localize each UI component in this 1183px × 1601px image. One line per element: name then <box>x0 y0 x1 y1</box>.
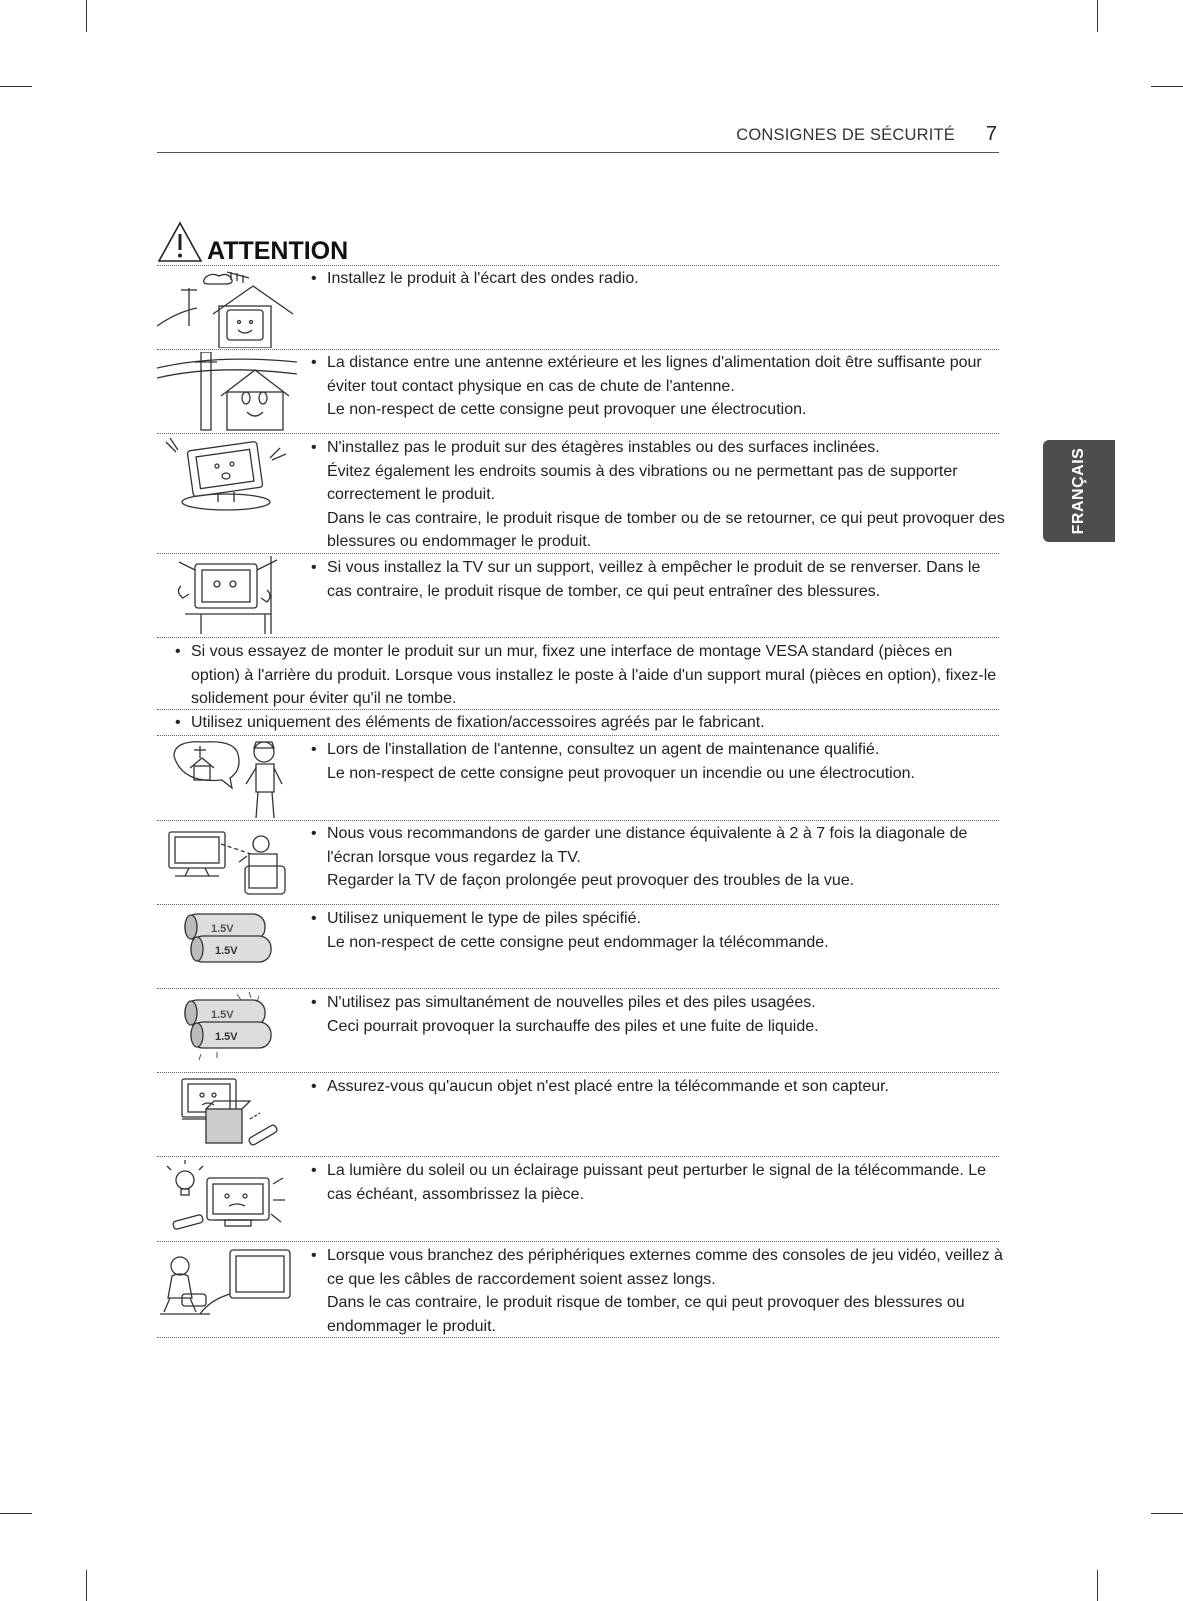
item-text: N'utilisez pas simultanément de nouvelles piles et des piles usagées. <box>327 994 816 1011</box>
bullet: • <box>311 1162 317 1179</box>
bullet: • <box>311 741 317 758</box>
crop-mark <box>86 0 87 32</box>
item-text: Installez le produit à l'écart des ondes radio. <box>327 270 639 287</box>
row-divider <box>157 820 999 821</box>
row-divider <box>157 735 999 736</box>
item-text: Ceci pourrait provoquer la surchauffe des piles et une fuite de liquide. <box>327 1017 819 1035</box>
bullet: • <box>175 714 181 731</box>
battery-label: 1.5V <box>211 1009 234 1021</box>
item-text: Nous vous recommandons de garder une distance équivalente à 2 à 7 fois la diagonale de l'écran lorsque vous regardez la TV. <box>327 825 968 866</box>
bullet: • <box>311 270 317 287</box>
row-divider <box>157 265 999 266</box>
bullet: • <box>175 643 181 660</box>
item-text: N'installez pas le produit sur des étagères instables ou des surfaces inclinées. <box>327 439 880 456</box>
crop-mark <box>1151 1513 1183 1514</box>
technician-illustration <box>170 738 290 820</box>
crop-mark <box>1151 86 1183 87</box>
mixed-batteries-illustration <box>177 992 277 1062</box>
tv-stand-illustration <box>175 556 285 636</box>
safety-item <box>175 640 1001 711</box>
bullet: • <box>311 910 317 927</box>
battery-label: 1.5V <box>215 1031 238 1043</box>
row-divider <box>157 1156 999 1157</box>
item-text: Lors de l'installation de l'antenne, consultez un agent de maintenance qualifié. <box>327 741 880 758</box>
section-title: ATTENTION <box>207 237 349 265</box>
item-text: Si vous essayez de monter le produit sur un mur, fixez une interface de montage VESA standard (pièces en option) à l'arrière du produit. Lorsque vous installez le poste à l'aide d'un support mural (pièces en option), fixez-le solidement pour éviter qu'il ne tombe. <box>191 643 997 707</box>
bullet: • <box>311 354 317 371</box>
safety-item <box>175 711 1001 735</box>
tv-antenna-house-illustration <box>157 268 297 348</box>
bullet: • <box>311 559 317 576</box>
item-text: Le non-respect de cette consigne peut endommager la télécommande. <box>327 933 829 951</box>
bullet: • <box>311 1247 317 1264</box>
item-text: Lorsque vous branchez des périphériques externes comme des consoles de jeu vidéo, veillez à ce que les câbles de raccordement soient assez longs. <box>327 1247 1003 1288</box>
safety-item <box>311 436 1007 554</box>
row-divider <box>157 1072 999 1073</box>
row-divider <box>157 904 999 905</box>
item-text: Regarder la TV de façon prolongée peut provoquer des troubles de la vue. <box>327 872 855 889</box>
remote-blocked-illustration <box>178 1075 288 1155</box>
batteries-illustration <box>177 910 277 972</box>
safety-item <box>311 907 1007 954</box>
crop-mark <box>86 1570 87 1601</box>
crop-mark <box>0 86 32 87</box>
safety-item <box>311 822 1007 893</box>
bullet: • <box>311 1078 317 1095</box>
item-text: Utilisez uniquement des éléments de fixation/accessoires agréés par le fabricant. <box>191 714 765 731</box>
item-text: Dans le cas contraire, le produit risque de tomber, ce qui peut provoquer des blessures ou endommager le produit. <box>327 1294 965 1335</box>
battery-label: 1.5V <box>215 945 238 957</box>
game-console-cable-illustration <box>160 1244 300 1324</box>
bullet: • <box>311 994 317 1011</box>
bullet: • <box>311 825 317 842</box>
item-text: Utilisez uniquement le type de piles spécifié. <box>327 910 641 927</box>
section-heading <box>157 218 348 264</box>
row-divider <box>157 1241 999 1242</box>
safety-item <box>311 991 1007 1038</box>
row-divider <box>157 637 999 638</box>
page-number: 7 <box>985 123 997 145</box>
item-text: Le non-respect de cette consigne peut provoquer un incendie ou une électrocution. <box>327 764 915 782</box>
viewing-distance-illustration <box>165 822 295 902</box>
safety-item <box>311 351 1007 422</box>
item-text: Si vous installez la TV sur un support, veillez à empêcher le produit de se renverser. Dans le cas contraire, le produit risque de tomber, ce qui peut entraîner des blessures. <box>327 559 981 600</box>
warning-triangle-icon <box>157 220 203 264</box>
battery-label: 1.5V <box>211 923 234 935</box>
item-text: Dans le cas contraire, le produit risque de tomber ou de se retourner, ce qui peut provoquer des blessures ou endommager le produit. <box>327 509 1005 550</box>
safety-item <box>311 1244 1007 1338</box>
row-divider <box>157 988 999 989</box>
bright-light-illustration <box>165 1160 295 1240</box>
unstable-tv-illustration <box>162 436 292 516</box>
language-tab <box>1043 440 1115 542</box>
safety-item <box>311 738 1007 785</box>
item-text: La lumière du soleil ou un éclairage puissant peut perturber le signal de la télécommande. Le cas échéant, assombrissez la pièce. <box>327 1162 987 1203</box>
row-divider <box>157 433 999 434</box>
antenna-power-line-illustration <box>157 352 297 432</box>
crop-mark <box>1097 1570 1098 1601</box>
safety-item <box>311 267 1007 291</box>
crop-mark <box>0 1513 32 1514</box>
safety-item <box>311 1159 1007 1206</box>
bullet: • <box>311 439 317 456</box>
row-divider <box>157 349 999 350</box>
crop-mark <box>1097 0 1098 32</box>
item-text: Le non-respect de cette consigne peut provoquer une électrocution. <box>327 401 807 418</box>
safety-item <box>311 556 1007 603</box>
language-tab-label: FRANÇAIS <box>1070 447 1087 535</box>
item-text: La distance entre une antenne extérieure et les lignes d'alimentation doit être suffisante pour éviter tout contact physique en cas de chute de l'antenne. <box>327 354 982 395</box>
safety-item <box>311 1075 1007 1099</box>
header-title: CONSIGNES DE SÉCURITÉ <box>736 126 955 144</box>
item-text: Évitez également les endroits soumis à des vibrations ou ne permettant pas de supporter correctement le produit. <box>327 462 958 503</box>
item-text: Assurez-vous qu'aucun objet n'est placé entre la télécommande et son capteur. <box>327 1078 889 1095</box>
page-header <box>157 123 999 153</box>
